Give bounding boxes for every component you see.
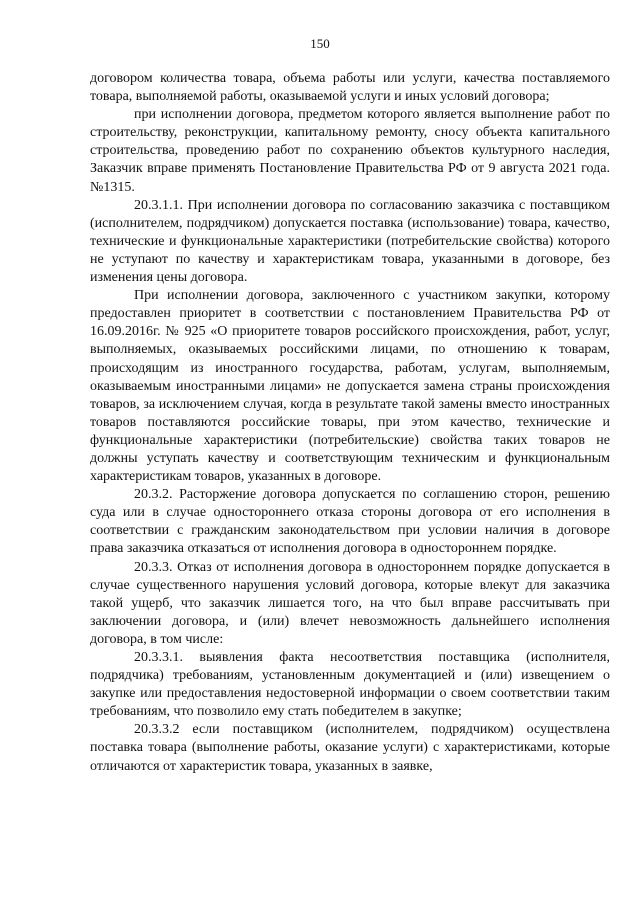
paragraph-20-3-2: 20.3.2. Расторжение договора допускается по соглашению сторон, решению суда или в случае одностороннего отказа стороны договора от его исполнения в соответствии с гражданским законодательством при условии наличия в договоре права заказчика отказаться от исполнения договора в одностороннем порядке. <box>90 487 610 557</box>
paragraph-20-3-3: 20.3.3. Отказ от исполнения договора в одностороннем порядке допускается в случае существенного нарушения условий договора, которые влекут для заказчика такой ущерб, что заказчик лишается того, на что был вправе рассчитывать при заключении договора, и (или) влечет невозможность дальнейшего исполнения договора, в том числе: <box>90 559 610 647</box>
paragraph-contract-terms-continuation: договором количества товара, объема работы или услуги, качества поставляемого товара, выполняемой работы, оказываемой услуги и иных условий договора; <box>90 71 610 105</box>
paragraph-priority-russian-goods: При исполнении договора, заключенного с участником закупки, которому предоставлен приоритет в соответствии с постановлением Правительства РФ от 16.09.2016г. № 925 «О приоритете товаров российского происхождения, работ, услуг, выполняемых, оказываемых российскими лицами, по отношению к товарам, происходящим из иностранного государства, работам, услугам, выполняемым, оказываемым иностранными лицами» не допускается замена страны происхождения товаров, за исключением случая, когда в результате такой замены вместо иностранных товаров поставляются российские товары, при этом качество, технические и функциональные характеристики (потребительские) свойства таких товаров не должны уступать качеству и соответствующим техническим и функциональным характеристикам товаров, указанных в договоре. <box>90 288 610 485</box>
document-body <box>90 70 610 776</box>
paragraph-20-3-1-1: 20.3.1.1. При исполнении договора по согласованию заказчика с поставщиком (исполнителем, подрядчиком) допускается поставка (использование) товара, качество, технические и функциональные характеристики (потребительские свойства) которого не уступают по качеству и характеристикам товара, указанными в договоре, без изменения цены договора. <box>90 197 610 286</box>
page-number: 150 <box>310 36 330 51</box>
paragraph-20-3-3-2: 20.3.3.2 если поставщиком (исполнителем, подрядчиком) осуществлена поставка товара (выполнение работы, оказание услуги) с характеристиками, которые отличаются от характеристик товара, указанных в заявке, <box>90 722 610 774</box>
paragraph-construction-works: при исполнении договора, предметом которого является выполнение работ по строительству, реконструкции, капитальному ремонту, сносу объекта капитального строительства, проведению работ по сохранению объектов культурного наследия, Заказчик вправе применять Постановление Правительства РФ от 9 августа 2021 года. №1315. <box>90 107 610 195</box>
paragraph-20-3-3-1: 20.3.3.1. выявления факта несоответствия поставщика (исполнителя, подрядчика) требованиям, установленным документацией и (или) извещением о закупке или предоставления недостоверной информации о своем соответствии таким требованиям, что позволило ему стать победителем в закупке; <box>90 650 610 720</box>
